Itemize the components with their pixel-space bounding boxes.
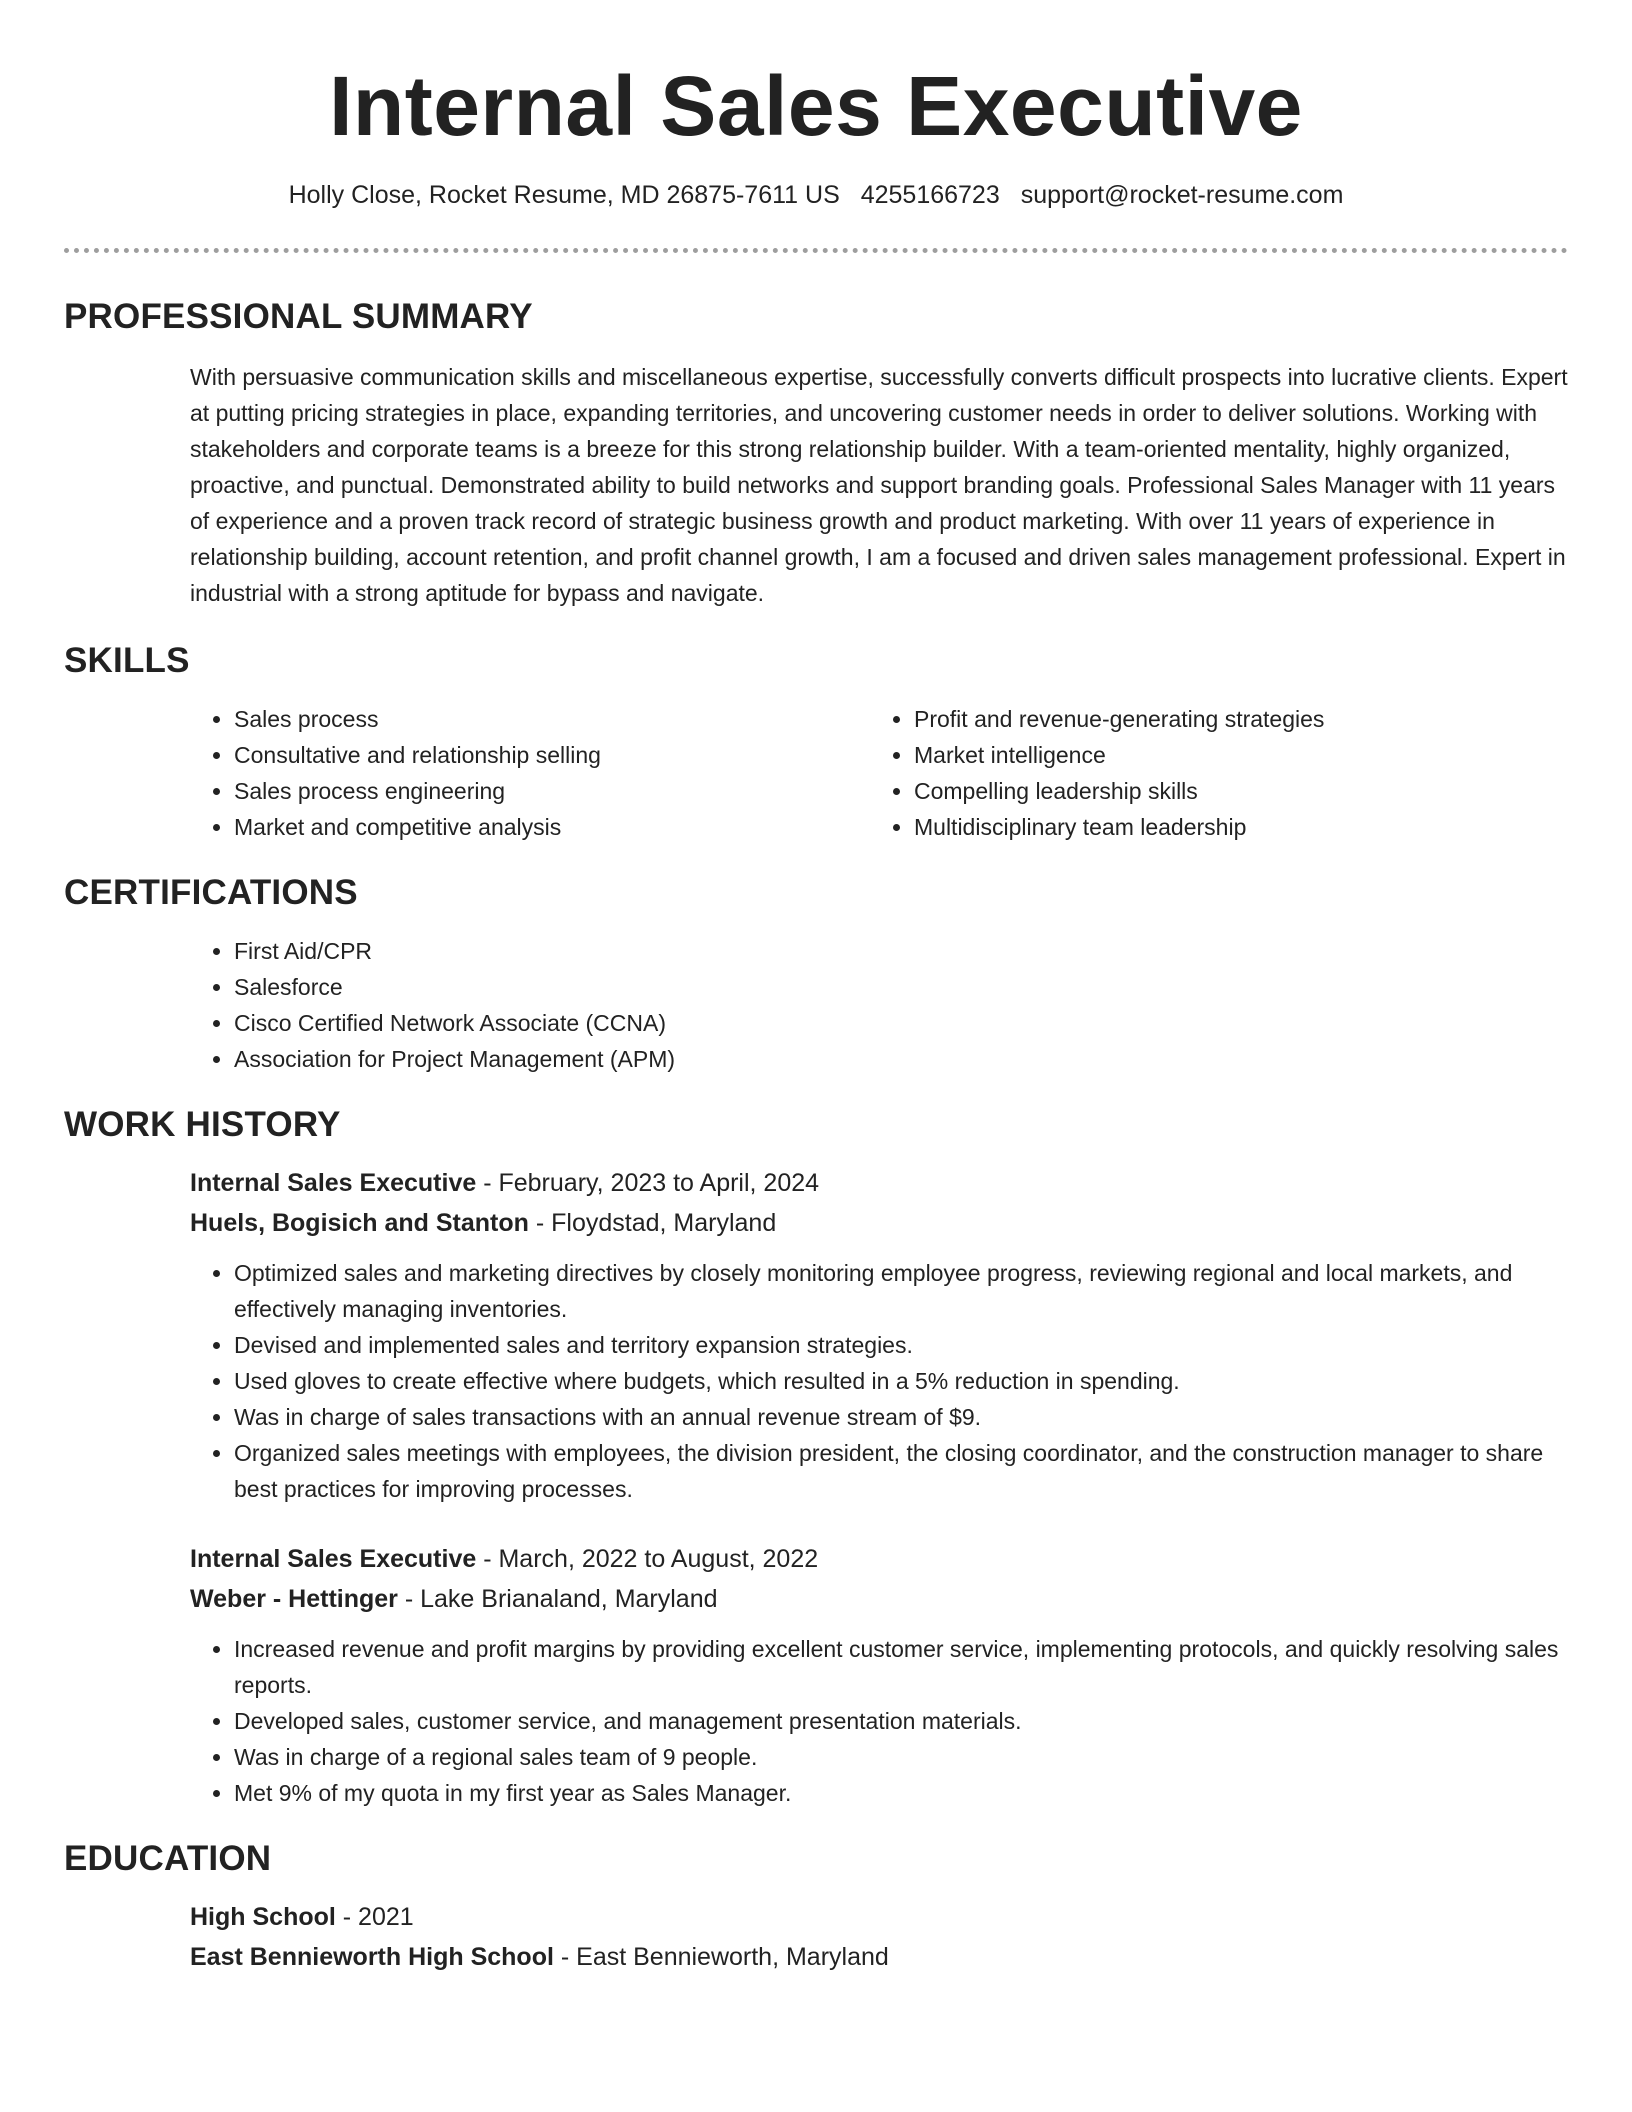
job-bullet: • Developed sales, customer service, and management presentation materials. (234, 1703, 1568, 1739)
job-bullet: • Met 9% of my quota in my first year as Sales Manager. (234, 1775, 1568, 1811)
resume-title: Internal Sales Executive (329, 59, 1303, 153)
job-entry (190, 1163, 1568, 1507)
skills-heading: SKILLS (64, 641, 190, 680)
certifications-section (64, 871, 1568, 1077)
work-history-section (64, 1103, 1568, 1811)
job-bullet: • Was in charge of a regional sales team of 9 people. (234, 1739, 1568, 1775)
contact-email[interactable]: support@rocket-resume.com (1020, 181, 1344, 209)
job-company: Huels, Bogisich and Stanton (190, 1209, 529, 1237)
contact-line (64, 178, 1568, 212)
job-title-line (190, 1539, 1568, 1579)
contact-address: Holly Close, Rocket Resume, MD 26875-7611 US (288, 181, 840, 209)
job-company-line (190, 1579, 1568, 1619)
summary-heading: PROFESSIONAL SUMMARY (64, 297, 533, 336)
job-bullet: • Used gloves to create effective where budgets, which resulted in a 5% reduction in spending. (234, 1363, 1568, 1399)
certification-item: • Cisco Certified Network Associate (CCNA) (234, 1005, 1568, 1041)
education-year: - 2021 (335, 1903, 414, 1931)
skill-item: • Multidisciplinary team leadership (914, 809, 1550, 845)
summary-text: With persuasive communication skills and miscellaneous expertise, successfully converts difficult prospects into lucrative clients. Expert at putting pricing strategies in place, expanding territories, and uncovering customer needs in order to deliver solutions. Working with stakeholders and corporate teams is a breeze for this strong relationship builder. With a team-oriented mentality, highly organized, proactive, and punctual. Demonstrated ability to build networks and support branding goals. Professional Sales Manager with 11 years of experience and a proven track record of strategic business growth and product marketing. With over 11 years of experience in relationship building, account retention, and profit channel growth, I am a focused and driven sales management professional. Expert in industrial with a strong aptitude for bypass and navigate. (190, 364, 1568, 606)
header-divider (64, 248, 1568, 253)
education-degree: High School (190, 1903, 336, 1931)
certification-item: • Association for Project Management (APM) (234, 1041, 1568, 1077)
job-bullet: • Optimized sales and marketing directives by closely monitoring employee progress, reviewing regional and local markets, and effectively managing inventories. (234, 1255, 1568, 1327)
job-location: - Lake Brianaland, Maryland (397, 1585, 718, 1613)
job-entry (190, 1539, 1568, 1811)
certifications-heading: CERTIFICATIONS (64, 873, 358, 912)
education-heading: EDUCATION (64, 1839, 272, 1878)
contact-phone: 4255166723 (860, 181, 1000, 209)
skills-column-left (190, 701, 870, 845)
education-section (64, 1837, 1568, 1977)
job-dates: - March, 2022 to August, 2022 (476, 1545, 819, 1573)
education-location: - East Bennieworth, Maryland (553, 1943, 889, 1971)
skill-item: • Sales process (234, 701, 870, 737)
job-bullet: • Devised and implemented sales and territory expansion strategies. (234, 1327, 1568, 1363)
job-title: Internal Sales Executive (190, 1545, 477, 1573)
education-degree-line (190, 1897, 1568, 1937)
skill-item: • Consultative and relationship selling (234, 737, 870, 773)
job-company: Weber - Hettinger (190, 1585, 398, 1613)
education-entry (190, 1897, 1568, 1977)
job-title: Internal Sales Executive (190, 1169, 477, 1197)
summary-section (64, 295, 1568, 611)
skills-section (64, 639, 1568, 845)
job-location: - Floydstad, Maryland (528, 1209, 777, 1237)
job-bullet: • Organized sales meetings with employees, the division president, the closing coordinator, and the construction manager to share best practices for improving processes. (234, 1435, 1568, 1507)
job-bullet: • Was in charge of sales transactions with an annual revenue stream of $9. (234, 1399, 1568, 1435)
skill-item: • Compelling leadership skills (914, 773, 1550, 809)
certification-item: • Salesforce (234, 969, 1568, 1005)
skill-item: • Market and competitive analysis (234, 809, 870, 845)
job-title-line (190, 1163, 1568, 1203)
skill-item: • Market intelligence (914, 737, 1550, 773)
education-school-line (190, 1937, 1568, 1977)
work-history-heading: WORK HISTORY (64, 1105, 341, 1144)
skill-item: • Sales process engineering (234, 773, 870, 809)
job-bullet: • Increased revenue and profit margins by providing excellent customer service, implementing protocols, and quickly resolving sales reports. (234, 1631, 1568, 1703)
job-dates: - February, 2023 to April, 2024 (476, 1169, 820, 1197)
skills-grid (190, 701, 1568, 845)
education-school: East Bennieworth High School (190, 1943, 554, 1971)
certification-item: • First Aid/CPR (234, 933, 1568, 969)
skill-item: • Profit and revenue-generating strategies (914, 701, 1550, 737)
skills-column-right (870, 701, 1550, 845)
resume-page (64, 0, 1568, 1977)
job-company-line (190, 1203, 1568, 1243)
